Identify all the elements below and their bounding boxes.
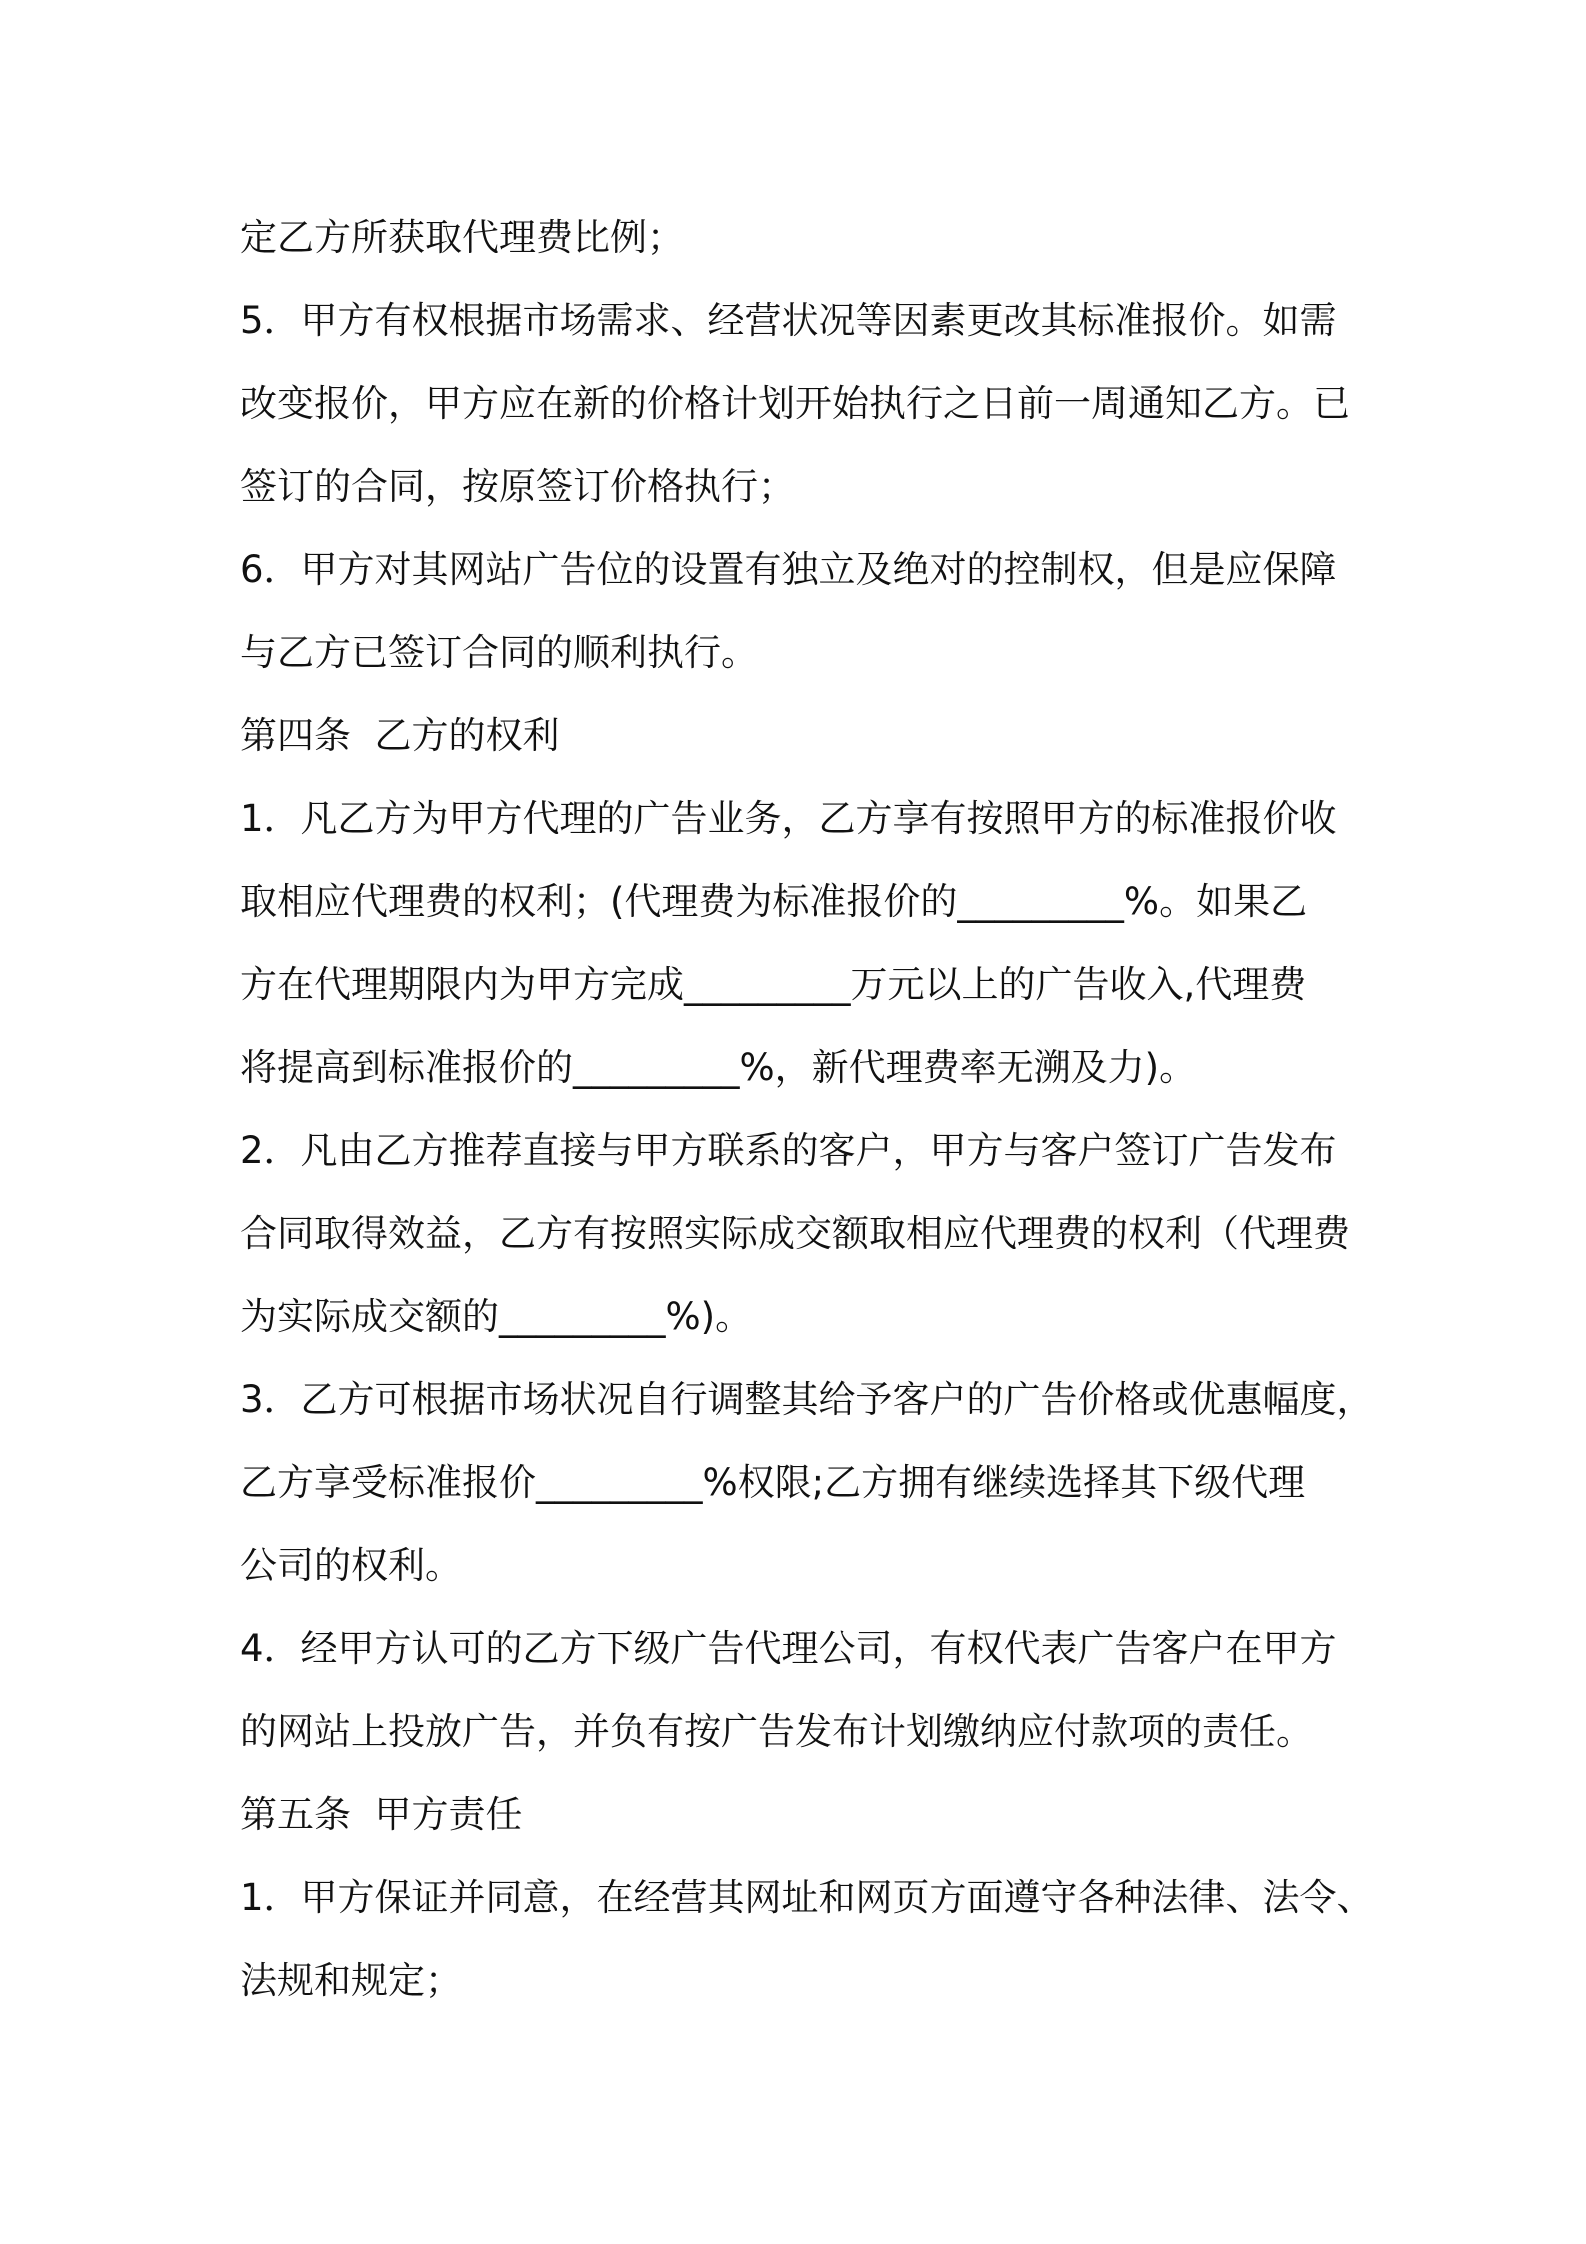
- text-line: 4．经甲方认可的乙方下级广告代理公司，有权代表广告客户在甲方: [240, 1627, 1337, 1670]
- text-line: 5．甲方有权根据市场需求、经营状况等因素更改其标准报价。如需: [240, 299, 1337, 342]
- text-line: 为实际成交额的_________%)。: [240, 1295, 753, 1338]
- text-line: 合同取得效益，乙方有按照实际成交额取相应代理费的权利（代理费: [240, 1212, 1350, 1255]
- document-body: [240, 196, 1374, 2022]
- text-line: 乙方享受标准报价_________%权限;乙方拥有继续选择其下级代理: [240, 1461, 1306, 1504]
- text-line: 3．乙方可根据市场状况自行调整其给予客户的广告价格或优惠幅度，: [240, 1378, 1374, 1421]
- text-line: 改变报价，甲方应在新的价格计划开始执行之日前一周通知乙方。已: [240, 382, 1350, 425]
- text-line: 公司的权利。: [240, 1544, 462, 1587]
- text-line: 1．凡乙方为甲方代理的广告业务，乙方享有按照甲方的标准报价收: [240, 797, 1337, 840]
- text-line: 签订的合同，按原签订价格执行；: [240, 465, 795, 508]
- text-line: 2．凡由乙方推荐直接与甲方联系的客户，甲方与客户签订广告发布: [240, 1129, 1337, 1172]
- text-line: 的网站上投放广告，并负有按广告发布计划缴纳应付款项的责任。: [240, 1710, 1313, 1753]
- text-line: 定乙方所获取代理费比例；: [240, 216, 684, 259]
- text-line: 取相应代理费的权利；(代理费为标准报价的_________%。如果乙: [240, 880, 1308, 923]
- text-line: 方在代理期限内为甲方完成_________万元以上的广告收入,代理费: [240, 963, 1307, 1006]
- text-line: 法规和规定；: [240, 1959, 462, 2002]
- text-line: 6．甲方对其网站广告位的设置有独立及绝对的控制权，但是应保障: [240, 548, 1337, 591]
- text-line: 与乙方已签订合同的顺利执行。: [240, 631, 758, 674]
- section-heading: 第五条 甲方责任: [240, 1793, 523, 1836]
- text-line: 1．甲方保证并同意，在经营其网址和网页方面遵守各种法律、法令、: [240, 1876, 1374, 1919]
- text-line: 将提高到标准报价的_________%，新代理费率无溯及力)。: [240, 1046, 1197, 1089]
- section-heading: 第四条 乙方的权利: [240, 714, 560, 757]
